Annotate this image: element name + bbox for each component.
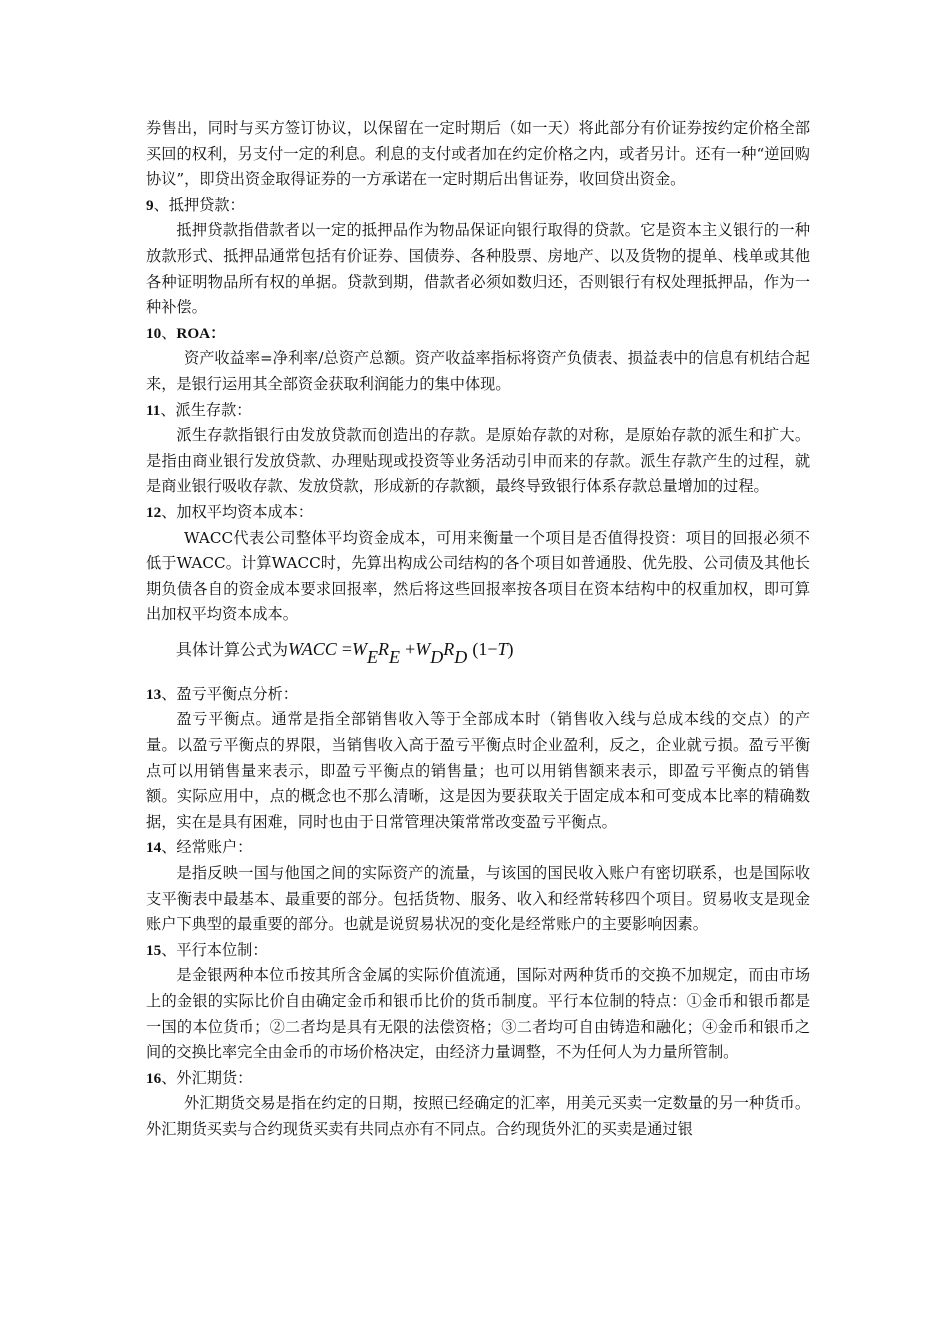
- document-page: [146, 116, 810, 1143]
- section-number: 13: [146, 685, 162, 703]
- formula-r-debt: R: [443, 638, 455, 659]
- section-separator: 、: [153, 195, 169, 214]
- formula-paren-close: ): [507, 638, 514, 659]
- formula-r-equity: R: [378, 638, 390, 659]
- section-11: [146, 398, 810, 500]
- formula-paren-open: (1: [472, 638, 488, 659]
- formula-minus: −: [487, 638, 498, 659]
- formula-tax: T: [497, 638, 508, 659]
- section-title: 平行本位制：: [176, 940, 268, 959]
- section-13: [146, 682, 810, 836]
- section-number: 12: [146, 503, 162, 521]
- section-paragraph: 抵押贷款指借款者以一定的抵押品作为物品保证向银行取得的贷款。它是资本主义银行的一种放款形式、抵押品通常包括有价证券、国债券、各种股票、房地产、以及货物的提单、栈单或其他各种证明物品所有权的单据。贷款到期，借款者必须如数归还，否则银行有权处理抵押品，作为一种补偿。: [146, 221, 810, 317]
- section-separator: 、: [161, 940, 177, 959]
- section-title: ROA：: [176, 324, 226, 342]
- section-separator: 、: [160, 400, 176, 419]
- section-number: 11: [146, 401, 161, 419]
- section-heading: [146, 500, 810, 526]
- section-15: [146, 938, 810, 1066]
- section-paragraph: 外汇期货交易是指在约定的日期，按照已经确定的汇率，用美元买卖一定数量的另一种货币。外汇期货买卖与合约现货买卖有共同点亦有不同点。合约现货外汇的买卖是通过银: [146, 1094, 810, 1138]
- section-paragraph: WACC代表公司整体平均资金成本，可用来衡量一个项目是否值得投资：项目的回报必须不低于WACC。计算WACC时，先算出构成公司结构的各个项目如普通股、优先股、公司债及其他长期负债各自的资金成本要求回报率，然后将这些回报率按各项目在资本结构中的权重加权，即可算出加权平均资本成本。: [146, 528, 810, 624]
- section-number: 15: [146, 941, 162, 959]
- section-title: 盈亏平衡点分析：: [176, 684, 298, 703]
- section-paragraph: 派生存款指银行由发放贷款而创造出的存款。是原始存款的对称，是原始存款的派生和扩大。是指由商业银行发放贷款、办理贴现或投资等业务活动引申而来的存款。派生存款产生的过程，就是商业银行吸收存款、发放贷款，形成新的存款额，最终导致银行体系存款总量增加的过程。: [146, 426, 810, 496]
- formula-r-debt-sub: D: [454, 646, 468, 667]
- section-paragraph: 是指反映一国与他国之间的实际资产的流量，与该国的国民收入账户有密切联系，也是国际收支平衡表中最基本、最重要的部分。包括货物、服务、收入和经常转移四个项目。贸易收支是现金账户下典型的最重要的部分。也就是说贸易状况的变化是经常账户的主要影响因素。: [146, 864, 810, 934]
- section-title: 加权平均资本成本：: [176, 502, 314, 521]
- section-heading: [146, 1066, 810, 1092]
- section-title: 抵押贷款：: [168, 195, 245, 214]
- formula-prefix: 具体计算公式为: [176, 639, 289, 659]
- wacc-formula: [146, 634, 810, 678]
- formula-plus: +: [405, 638, 416, 659]
- section-title: 外汇期货：: [176, 1068, 253, 1087]
- section-number: 16: [146, 1069, 162, 1087]
- formula-lhs: WACC: [288, 638, 337, 659]
- section-title: 经常账户：: [176, 838, 253, 857]
- formula-equals: =: [341, 638, 353, 659]
- section-separator: 、: [161, 502, 177, 521]
- section-separator: 、: [161, 323, 177, 342]
- section-separator: 、: [161, 684, 177, 703]
- section-heading: [146, 193, 810, 219]
- section-10: [146, 321, 810, 398]
- section-number: 14: [146, 839, 162, 857]
- section-14: [146, 835, 810, 937]
- section-heading: [146, 835, 810, 861]
- section-separator: 、: [161, 838, 177, 857]
- section-number: 10: [146, 324, 162, 342]
- section-heading: [146, 398, 810, 424]
- intro-paragraph: 券售出，同时与买方签订协议，以保留在一定时期后（如一天）将此部分有价证券按约定价格全部买回的权利，另支付一定的利息。利息的支付或者加在约定价格之内，或者另计。还有一种“逆回购协议”，即贷出资金取得证券的一方承诺在一定时期后出售证券，收回贷出资金。: [146, 119, 810, 189]
- section-heading: [146, 938, 810, 964]
- section-separator: 、: [161, 1068, 177, 1087]
- formula-w-debt: W: [415, 638, 431, 659]
- section-title: 派生存款：: [175, 400, 252, 419]
- formula-w-equity-sub: E: [367, 646, 379, 667]
- section-paragraph: 资产收益率=净利率/总资产总额。资产收益率指标将资产负债表、损益表中的信息有机结合起来，是银行运用其全部资金获取利润能力的集中体现。: [146, 349, 810, 393]
- formula-w-debt-sub: D: [430, 646, 444, 667]
- section-paragraph: 盈亏平衡点。通常是指全部销售收入等于全部成本时（销售收入线与总成本线的交点）的产量。以盈亏平衡点的界限，当销售收入高于盈亏平衡点时企业盈利，反之，企业就亏损。盈亏平衡点可以用销售量来表示，即盈亏平衡点的销售量；也可以用销售额来表示，即盈亏平衡点的销售额。实际应用中，点的概念也不那么清晰，这是因为要获取关于固定成本和可变成本比率的精确数据，实在是具有困难，同时也由于日常管理决策常常改变盈亏平衡点。: [146, 710, 810, 831]
- section-number: 9: [146, 196, 154, 214]
- formula-r-equity-sub: E: [389, 646, 401, 667]
- section-12: [146, 500, 810, 678]
- section-9: [146, 193, 810, 321]
- section-heading: [146, 321, 810, 347]
- section-paragraph: 是金银两种本位币按其所含金属的实际价值流通，国际对两种货币的交换不加规定，而由市场上的金银的实际比价自由确定金币和银币比价的货币制度。平行本位制的特点：①金币和银币都是一国的本位货币；②二者均是具有无限的法偿资格；③二者均可自由铸造和融化；④金币和银币之间的交换比率完全由金币的市场价格决定，由经济力量调整，不为任何人为力量所管制。: [146, 966, 810, 1062]
- section-16: [146, 1066, 810, 1143]
- section-heading: [146, 682, 810, 708]
- formula-w-equity: W: [352, 638, 368, 659]
